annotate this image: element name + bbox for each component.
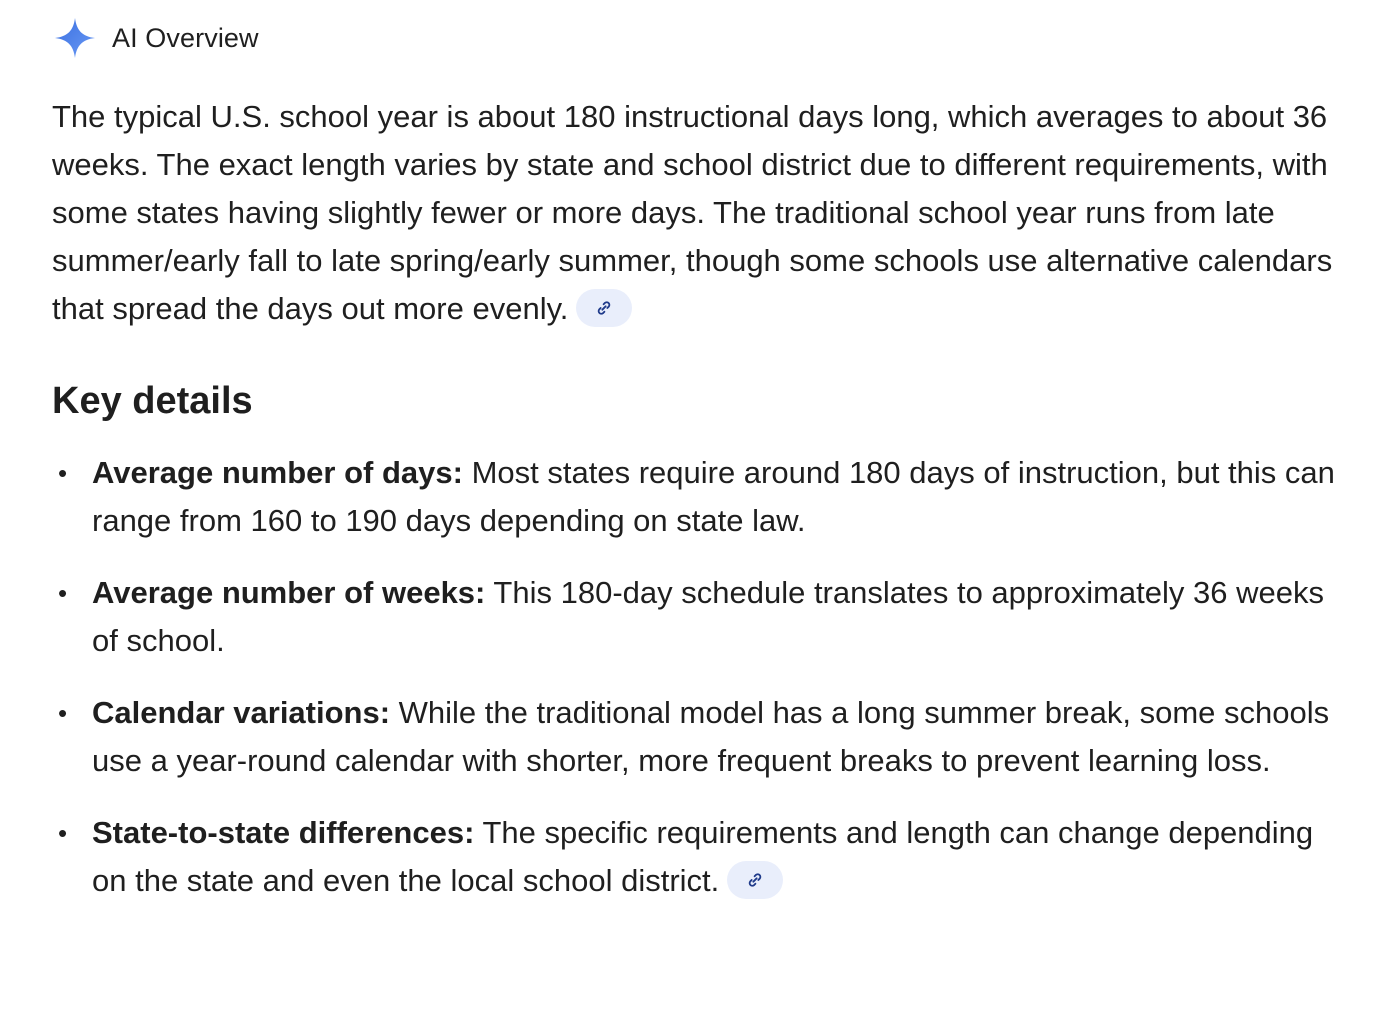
detail-term: Average number of days: [92, 455, 463, 490]
list-item [52, 809, 1342, 905]
list-item [52, 689, 1342, 785]
detail-term: Calendar variations: [92, 695, 391, 730]
key-details-heading: Key details [52, 380, 253, 422]
bullet: • [58, 578, 68, 608]
bullet: • [58, 818, 68, 848]
intro-text: The typical U.S. school year is about 180 instructional days long, which averages to about 36 weeks. The exact length varies by state and school district due to different requirements, with some states having slightly fewer or more days. The traditional school year runs from late summer/early fall to late spring/early summer, though some schools use alternative calendars that spread the days out more evenly. [52, 99, 1333, 326]
detail-text: The specific requirements and length can change depending on the state and even the local school district. [92, 815, 1314, 898]
ai-overview-header [54, 0, 1328, 76]
detail-term: Average number of weeks: [92, 575, 486, 610]
list-item [52, 449, 1342, 545]
detail-text: Most states require around 180 days of instruction, but this can range from 160 to 190 days depending on state law. [92, 455, 1335, 538]
detail-source-link-button[interactable] [727, 861, 783, 899]
intro-source-link-button[interactable] [576, 289, 632, 327]
link-icon [745, 870, 765, 890]
bullet: • [58, 698, 68, 728]
sparkle-icon [54, 17, 96, 59]
detail-term: State-to-state differences: [92, 815, 475, 850]
ai-overview-title: AI Overview [112, 22, 259, 53]
link-icon [594, 298, 614, 318]
list-item [52, 569, 1342, 665]
detail-text: This 180-day schedule translates to approximately 36 weeks of school. [92, 575, 1324, 658]
intro-paragraph [52, 93, 1342, 333]
bullet: • [58, 458, 68, 488]
key-details-list [52, 449, 1335, 905]
detail-text: While the traditional model has a long summer break, some schools use a year-round calendar with shorter, more frequent breaks to prevent learning loss. [92, 695, 1330, 778]
